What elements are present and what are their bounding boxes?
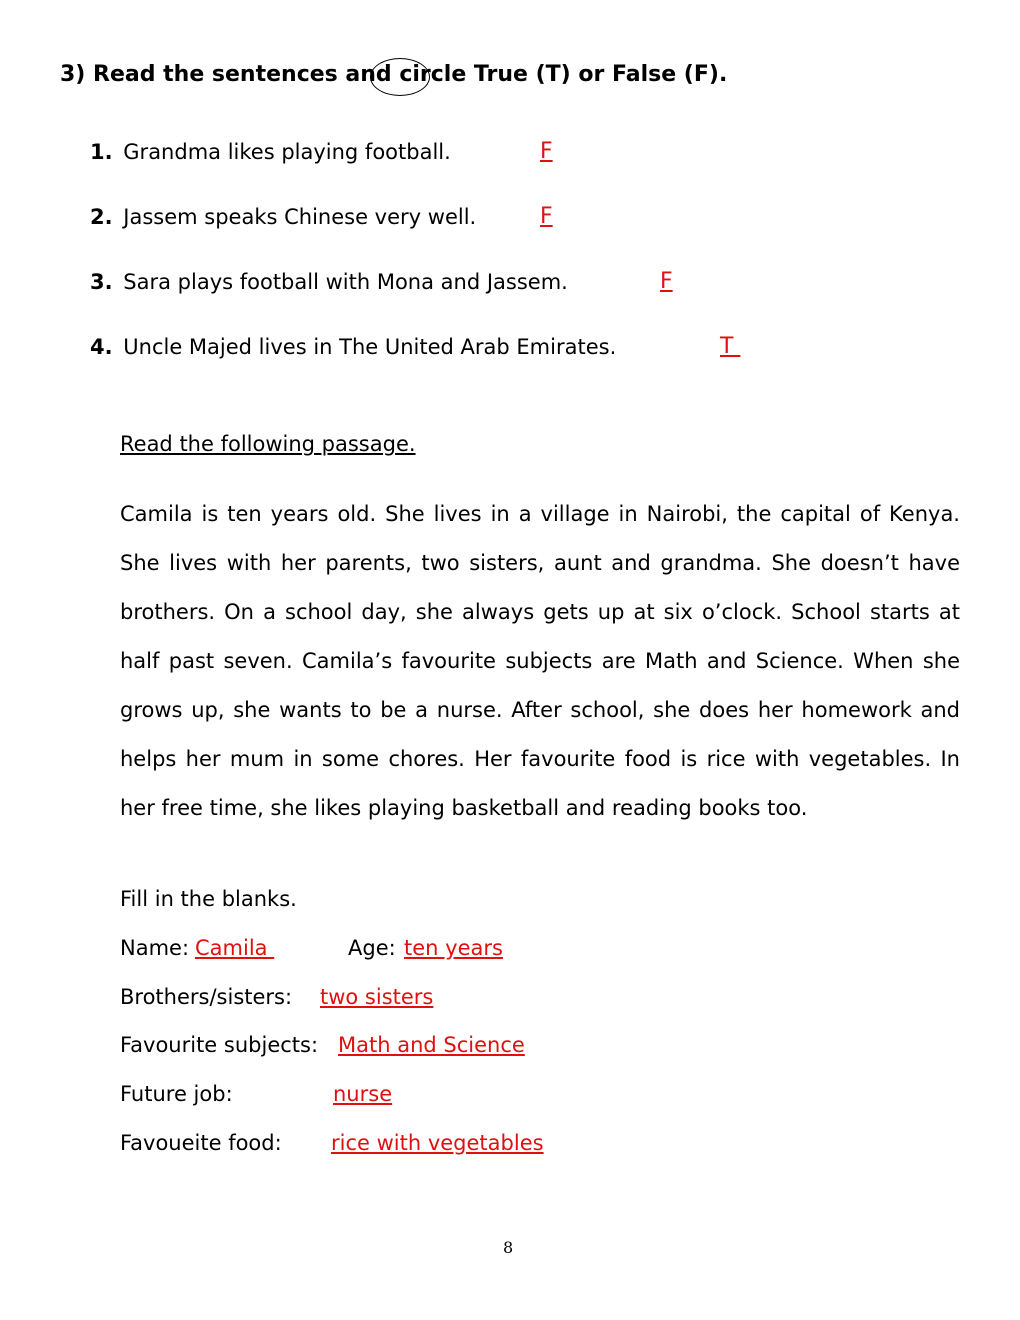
job-answer: nurse (333, 1082, 393, 1106)
name-answer: Camila (195, 936, 275, 960)
siblings-label: Brothers/sisters: (120, 985, 293, 1009)
tf-item-4 (90, 335, 616, 359)
fill-instruction: Fill in the blanks. (120, 887, 297, 911)
item-number: 3. (90, 270, 113, 294)
item-sentence: Sara plays football with Mona and Jassem. (123, 270, 568, 294)
tf-answer-1: F (540, 139, 553, 164)
item-number: 1. (90, 140, 113, 164)
age-label: Age: (348, 936, 396, 960)
subjects-answer: Math and Science (338, 1033, 525, 1057)
food-answer: rice with vegetables (331, 1131, 544, 1155)
question-text: Read the sentences and circle True (T) or False (F). (93, 62, 728, 87)
siblings-answer: two sisters (320, 985, 434, 1009)
item-sentence: Jassem speaks Chinese very well. (123, 205, 477, 229)
page-number: 8 (503, 1238, 514, 1257)
tf-answer-3: F (660, 269, 673, 294)
item-number: 4. (90, 335, 113, 359)
name-label: Name: (120, 936, 190, 960)
item-number: 2. (90, 205, 113, 229)
passage-heading: Read the following passage. (120, 432, 416, 456)
item-sentence: Uncle Majed lives in The United Arab Emirates. (123, 335, 617, 359)
age-answer: ten years (404, 936, 503, 960)
food-label: Favoueite food: (120, 1131, 282, 1155)
item-sentence: Grandma likes playing football. (123, 140, 451, 164)
subjects-label: Favourite subjects: (120, 1033, 319, 1057)
tf-item-3 (90, 270, 568, 294)
tf-answer-2: F (540, 204, 553, 229)
job-label: Future job: (120, 1082, 233, 1106)
question-number: 3) (60, 62, 86, 87)
tf-item-1 (90, 140, 451, 164)
passage-text: Camila is ten years old. She lives in a village in Nairobi, the capital of Kenya. She lives with her parents, two sisters, aunt and grandma. She doesn’t have brothers. On a school day, she always gets up at six o’clock. School starts at half past seven. Camila’s favourite subjects are Math and Science. When she grows up, she wants to be a nurse. After school, she does her homework and helps her mum in some chores. Her favourite food is rice with vegetables. In her free time, she likes playing basketball and reading books too. (120, 502, 960, 820)
tf-answer-4: T (720, 334, 741, 359)
circle-annotation (370, 58, 430, 96)
tf-item-2 (90, 205, 476, 229)
